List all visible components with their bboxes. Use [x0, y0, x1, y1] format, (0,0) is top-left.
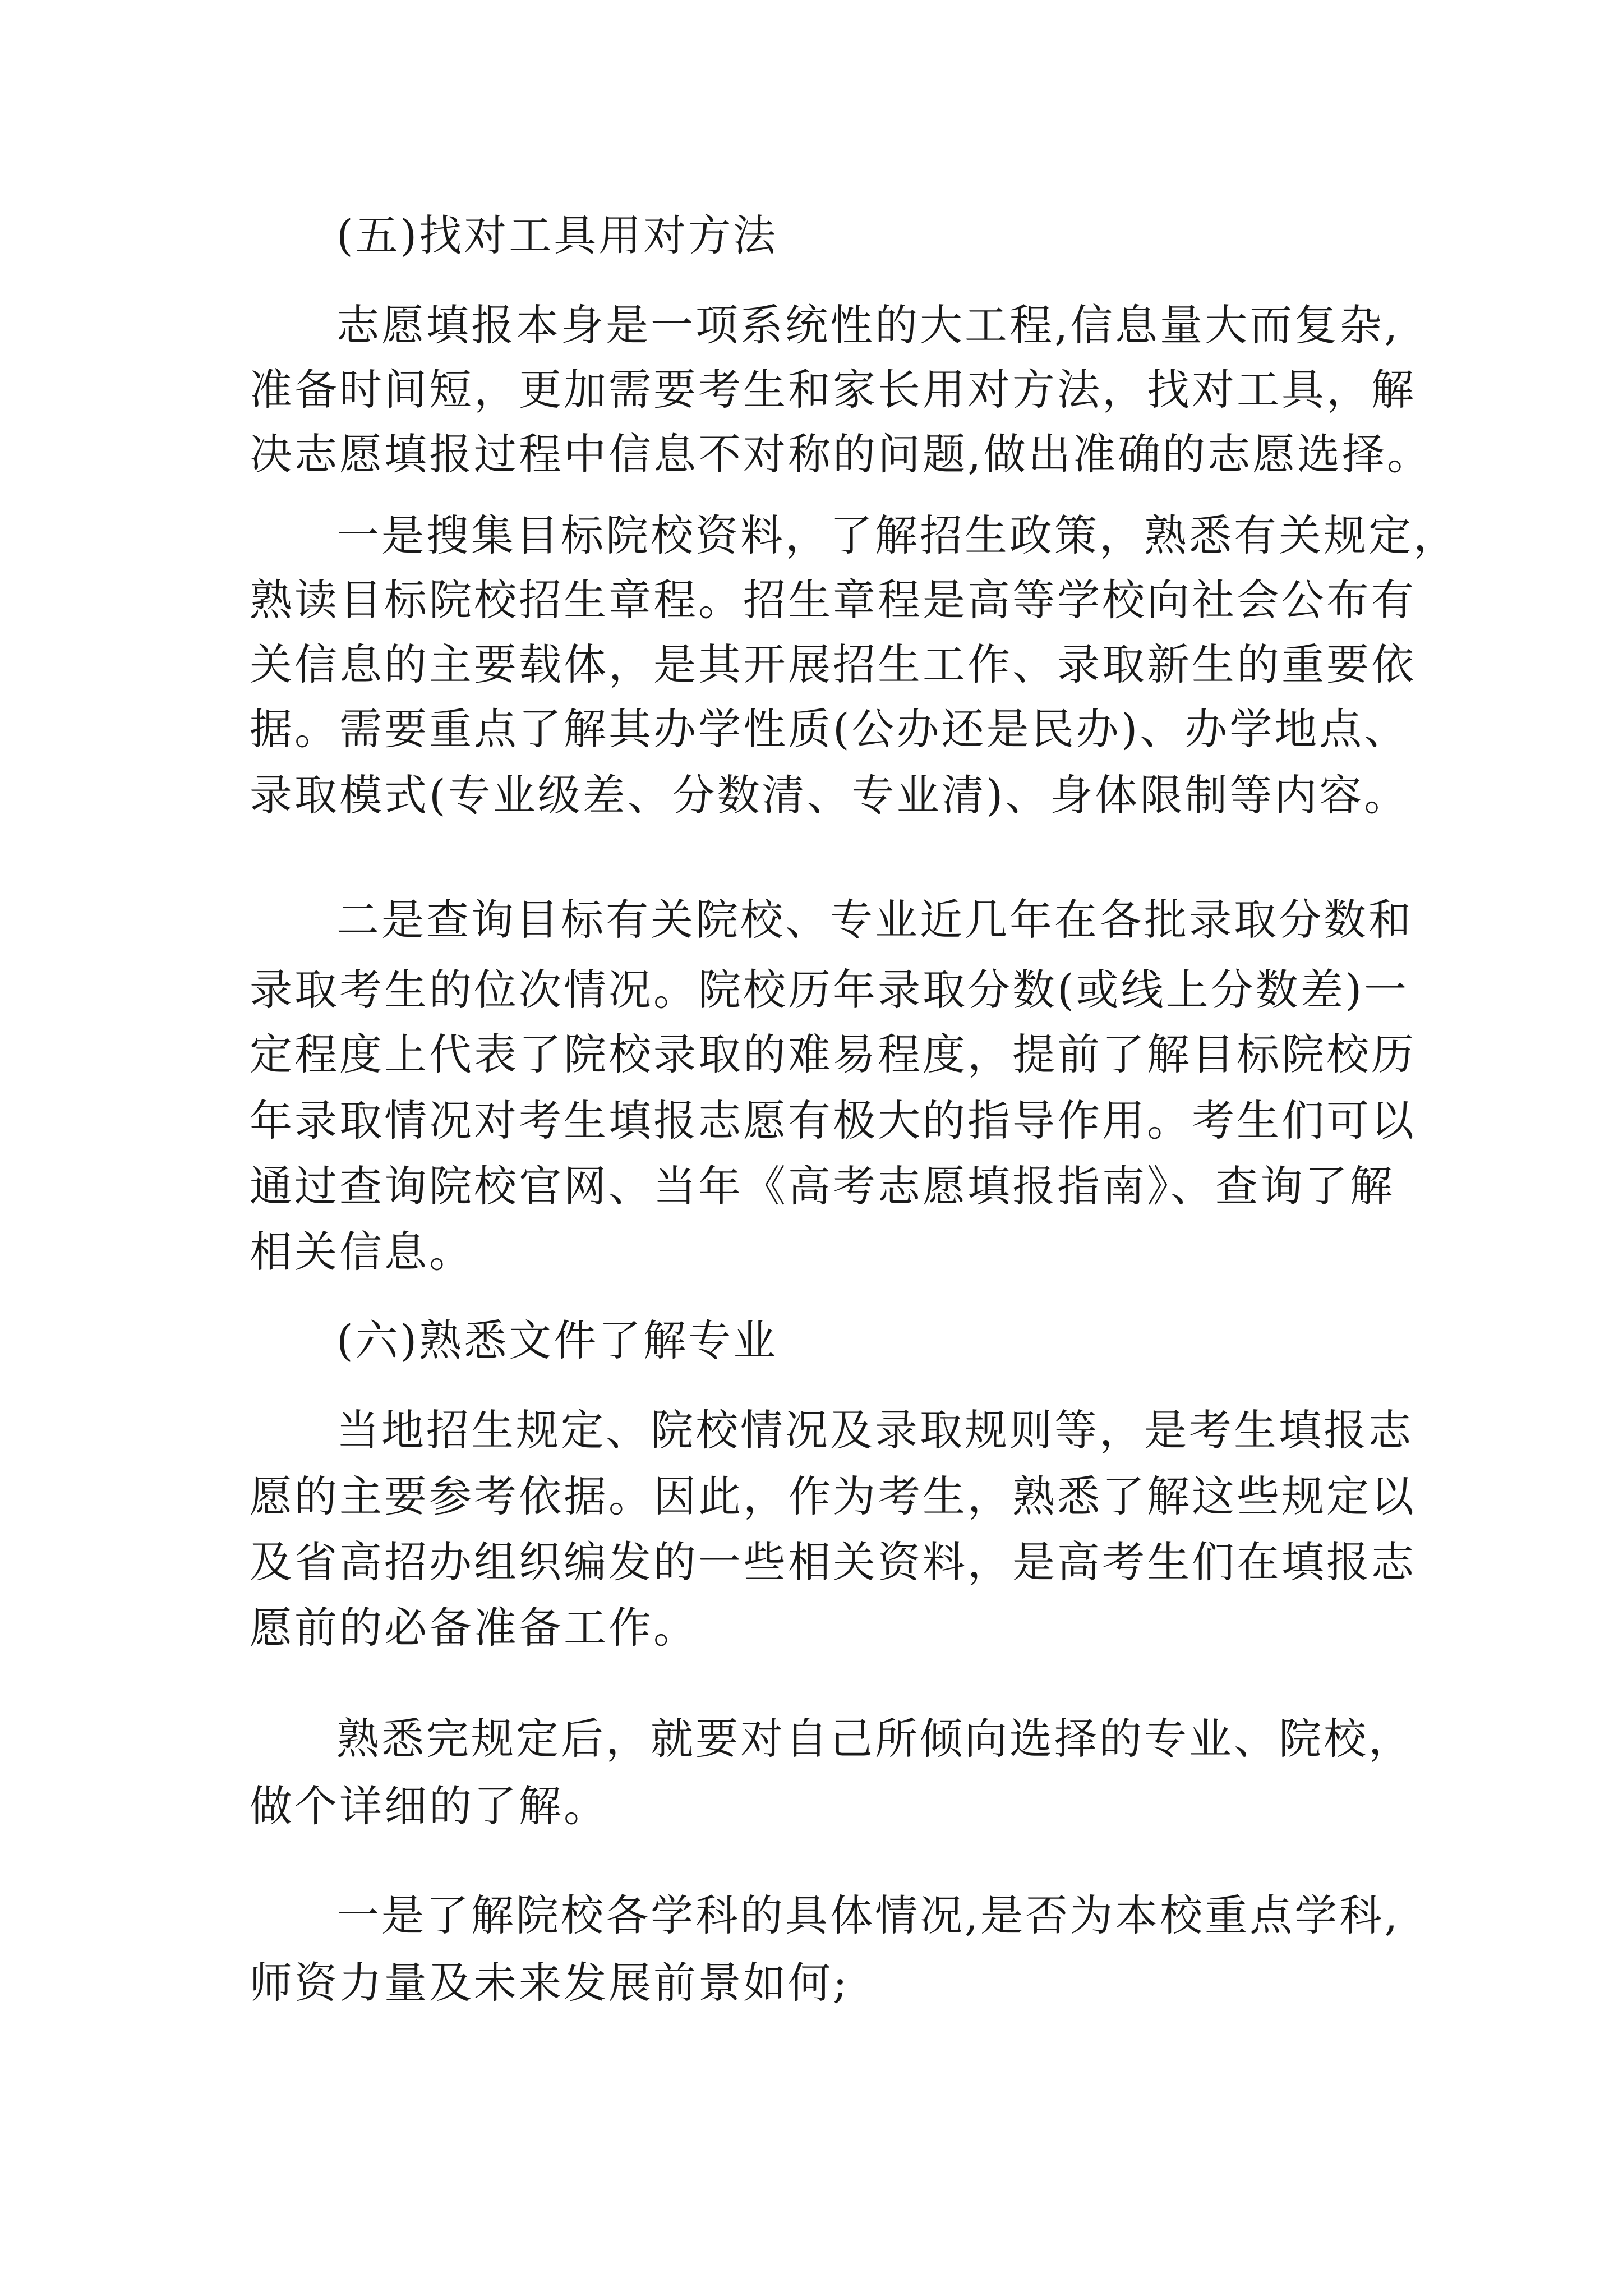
paragraph-line: 据。需要重点了解其办学性质(公办还是民办)、办学地点、 [250, 704, 1409, 754]
paragraph-line: 熟读目标院校招生章程。招生章程是高等学校向社会公布有 [250, 575, 1416, 625]
section-heading-tools: (五)找对工具用对方法 [336, 210, 778, 260]
paragraph-line: 关信息的主要载体，是其开展招生工作、录取新生的重要依 [250, 639, 1416, 689]
paragraph-line: 一是了解院校各学科的具体情况,是否为本校重点学科, [336, 1890, 1400, 1940]
paragraph-line: 通过查询院校官网、当年《高考志愿填报指南》、查询了解 [250, 1161, 1395, 1211]
paragraph-line: 熟悉完规定后，就要对自己所倾向选择的专业、院校， [336, 1714, 1413, 1764]
section-heading-documents: (六)熟悉文件了解专业 [336, 1315, 778, 1365]
paragraph-line: 录取模式(专业级差、分数清、专业清)、身体限制等内容。 [250, 770, 1409, 820]
paragraph-line: 一是搜集目标院校资料，了解招生政策，熟悉有关规定， [336, 510, 1458, 560]
paragraph-line: 录取考生的位次情况。院校历年录取分数(或线上分数差)一 [250, 965, 1409, 1015]
paragraph-line: 决志愿填报过程中信息不对称的问题,做出准确的志愿选择。 [250, 429, 1432, 479]
paragraph-line: 准备时间短，更加需要考生和家长用对方法，找对工具，解 [250, 365, 1416, 415]
paragraph-line: 师资力量及未来发展前景如何; [250, 1958, 850, 2008]
paragraph-line: 相关信息。 [250, 1227, 474, 1277]
paragraph-line: 愿的主要参考依据。因此，作为考生，熟悉了解这些规定以 [250, 1471, 1416, 1521]
paragraph-line: 及省高招办组织编发的一些相关资料，是高考生们在填报志 [250, 1537, 1416, 1587]
paragraph-line: 二是查询目标有关院校、专业近几年在各批录取分数和 [336, 895, 1413, 945]
paragraph-line: 当地招生规定、院校情况及录取规则等，是考生填报志 [336, 1405, 1413, 1455]
paragraph-line: 做个详细的了解。 [250, 1781, 608, 1831]
paragraph-line: 年录取情况对考生填报志愿有极大的指导作用。考生们可以 [250, 1096, 1416, 1145]
paragraph-line: 志愿填报本身是一项系统性的大工程,信息量大而复杂, [336, 300, 1400, 350]
paragraph-line: 愿前的必备准备工作。 [250, 1603, 698, 1653]
paragraph-line: 定程度上代表了院校录取的难易程度，提前了解目标院校历 [250, 1029, 1416, 1079]
